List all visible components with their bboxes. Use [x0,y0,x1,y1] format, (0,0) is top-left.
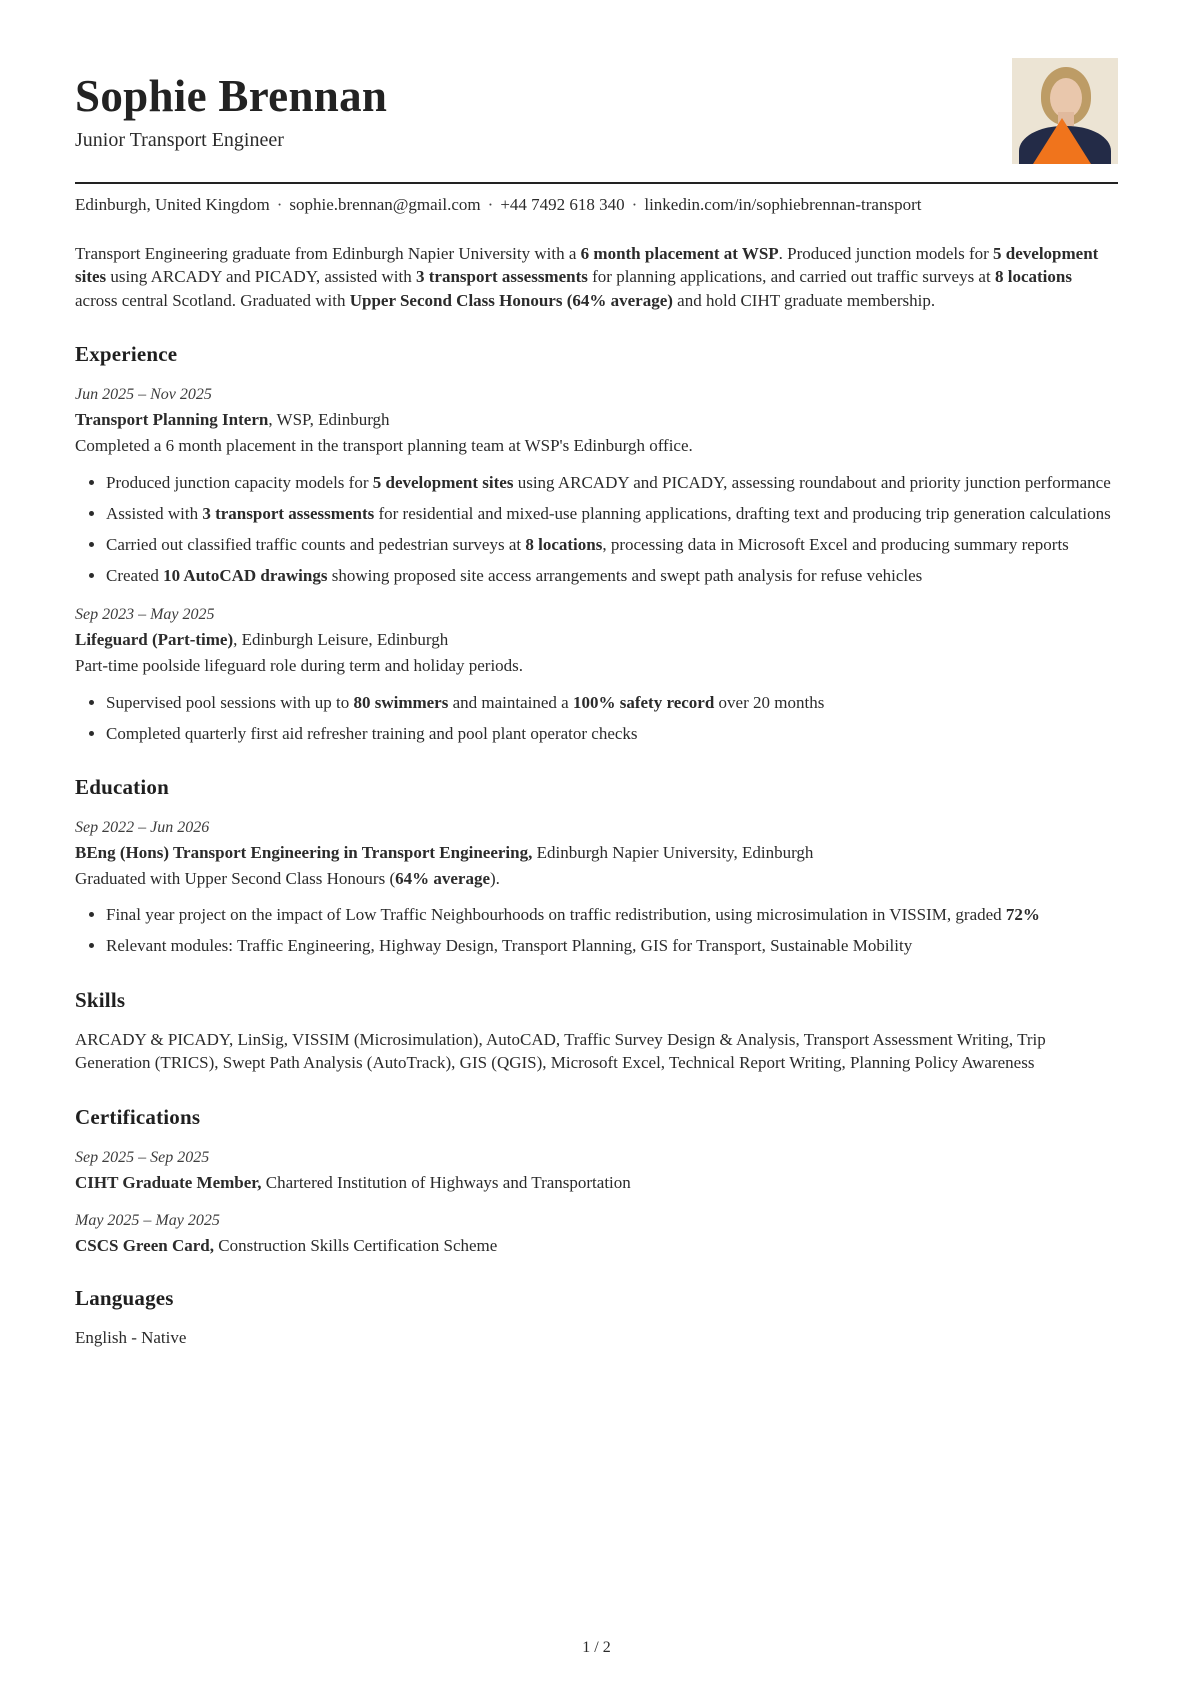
entry-description [75,654,1118,677]
bold-text-segment: 5 development sites [372,472,514,492]
text-segment: for residential and mixed-use planning applications, drafting text and producing trip generation calculations [374,503,1111,523]
text-segment: Created [106,566,164,586]
bullet-item [106,564,1118,587]
text-segment: Produced junction capacity models for [106,472,373,492]
contact-linkedin: linkedin.com/in/sophiebrennan-transport [644,195,922,214]
bullet-item [106,471,1118,494]
bullet-item [106,934,1118,957]
bullet-item [106,691,1118,714]
text-segment: Graduated with Upper Second Class Honours ( [75,868,396,888]
candidate-job-title: Junior Transport Engineer [75,128,284,151]
entry-title [75,630,1118,650]
candidate-name: Sophie Brennan [75,71,388,121]
resume-sections [75,312,1118,1350]
text-segment: showing proposed site access arrangements and swept path analysis for refuse vehicles [327,566,923,586]
profile-photo [1012,58,1118,164]
bold-text-segment: 3 transport assessments [202,503,375,523]
bold-text-segment: Upper Second Class Honours (64% average) [349,290,673,310]
section-heading-certifications: Certifications [75,1105,201,1130]
text-segment: Carried out classified traffic counts and pedestrian surveys at [106,535,526,555]
text-segment: Final year project on the impact of Low Traffic Neighbourhoods on traffic redistribution, using microsimulation in VISSIM, graded [106,905,1006,925]
resume-header [75,56,1118,164]
page-number: 1 / 2 [582,1639,611,1656]
bold-text-segment: 100% safety record [572,692,715,712]
bullet-item [106,502,1118,525]
text-segment: and hold CIHT graduate membership. [672,290,936,310]
text-segment: over 20 months [714,692,825,712]
text-segment: Transport Engineering graduate from Edinburgh Napier University with a [75,244,581,263]
entry-date: Sep 2025 – Sep 2025 [75,1149,210,1167]
text-segment: using ARCADY and PICADY, assessing roundabout and priority junction performance [513,472,1111,492]
bold-text-segment: CIHT Graduate Member, [75,1173,262,1193]
contact-phone: +44 7492 618 340 [500,195,625,214]
skills-text: ARCADY & PICADY, LinSig, VISSIM (Microsimulation), AutoCAD, Traffic Survey Design & Analysis, Transport Assessment Writing, Trip Generation (TRICS), Swept Path Analysis (AutoTrack), GIS (QGIS), Microsoft Excel, Technical Report Writing, Planning Policy Awareness [75,1029,1046,1073]
bold-text-segment: 80 swimmers [353,692,449,712]
entry-title [75,843,1118,863]
text-segment: . Produced junction models for [778,244,994,263]
entry-description [75,867,1118,890]
bullet-item [106,903,1118,926]
contact-separator: · [487,195,494,214]
text-segment: Construction Skills Certification Scheme [214,1236,498,1256]
languages-text: English - Native [75,1328,187,1348]
bold-text-segment: 72% [1005,905,1040,925]
text-segment: Assisted with [106,503,203,523]
section-heading-education: Education [75,774,169,799]
entry-bullet-list [75,471,1118,587]
entry-title [75,1236,1118,1256]
entry-date: Jun 2025 – Nov 2025 [75,386,212,404]
contact-email: sophie.brennan@gmail.com [289,195,481,214]
header-divider [75,182,1118,184]
text-segment: , WSP, Edinburgh [268,410,390,430]
entry-date: May 2025 – May 2025 [75,1212,220,1230]
entry-description [75,434,1118,457]
section-heading-languages: Languages [75,1286,174,1311]
text-segment: Chartered Institution of Highways and Transportation [261,1173,631,1193]
text-segment: for planning applications, and carried out traffic surveys at [587,267,995,287]
experience-entry [75,606,1118,745]
bold-text-segment: 10 AutoCAD drawings [163,566,328,586]
education-entry [75,819,1118,958]
bold-text-segment: CSCS Green Card, [75,1236,214,1256]
summary-paragraph [75,242,1118,312]
text-segment: Part-time poolside lifeguard role during term and holiday periods. [75,656,524,676]
text-segment: Edinburgh Napier University, Edinburgh [532,842,814,862]
text-segment: Completed quarterly first aid refresher training and pool plant operator checks [106,723,638,743]
text-segment: Completed a 6 month placement in the transport planning team at WSP's Edinburgh office. [75,436,693,456]
entry-date: Sep 2022 – Jun 2026 [75,818,210,836]
bullet-item [106,722,1118,745]
contact-line [75,195,1118,215]
section-heading-experience: Experience [75,342,178,367]
bold-text-segment: BEng (Hons) Transport Engineering in Transport Engineering, [75,842,533,862]
bold-text-segment: Transport Planning Intern [75,410,269,430]
contact-separator: · [276,195,283,214]
bold-text-segment: 5 development sites [75,244,1099,287]
bullet-item [106,533,1118,556]
text-segment: and maintained a [448,692,573,712]
bold-text-segment: 8 locations [994,267,1072,287]
text-segment: Supervised pool sessions with up to [106,692,354,712]
bold-text-segment: Lifeguard (Part-time) [75,630,234,650]
entry-date: Sep 2023 – May 2025 [75,606,215,624]
text-segment: , Edinburgh Leisure, Edinburgh [233,630,449,650]
contact-separator: · [631,195,638,214]
text-segment: across central Scotland. Graduated with [75,290,350,310]
entry-bullet-list [75,903,1118,957]
entry-title [75,410,1118,430]
contact-location: Edinburgh, United Kingdom [75,195,270,214]
bold-text-segment: 6 month placement at WSP [580,244,779,263]
bold-text-segment: 8 locations [525,535,603,555]
entry-title [75,1173,1118,1193]
bold-text-segment: 64% average [395,868,490,888]
text-segment: using ARCADY and PICADY, assisted with [106,267,416,287]
experience-entry [75,386,1118,587]
text-segment: ). [490,868,500,888]
bold-text-segment: 3 transport assessments [415,267,588,287]
text-segment: Relevant modules: Traffic Engineering, Highway Design, Transport Planning, GIS for Transport, Sustainable Mobility [106,936,913,956]
entry-bullet-list [75,691,1118,745]
certifications-entry [75,1149,1118,1193]
text-segment: , processing data in Microsoft Excel and producing summary reports [602,535,1069,555]
section-heading-skills: Skills [75,987,126,1012]
header-text-block [75,56,387,152]
certifications-entry [75,1212,1118,1256]
